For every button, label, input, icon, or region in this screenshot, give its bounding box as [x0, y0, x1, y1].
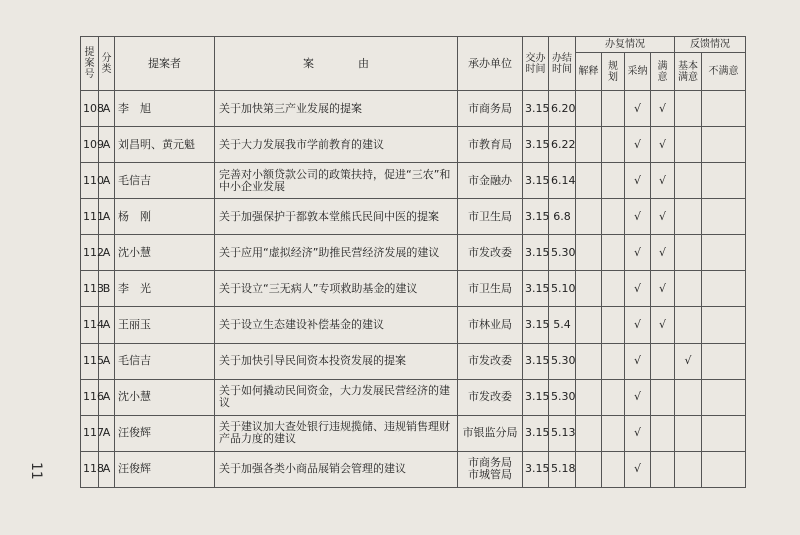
cell-id: 117 — [81, 415, 99, 451]
cell-reason: 完善对小额贷款公司的政策扶持，促进“三农”和中小企业发展 — [215, 163, 458, 199]
cell-unit: 市卫生局 — [458, 199, 523, 235]
cell-submit-time: 3.15 — [523, 199, 549, 235]
cell-done-time: 5.4 — [549, 307, 576, 343]
cell-reply-plan — [602, 451, 625, 487]
cell-id: 113 — [81, 271, 99, 307]
cell-reason: 关于设立“三无病人”专项救助基金的建议 — [215, 271, 458, 307]
table-row — [81, 163, 746, 199]
cell-done-time: 6.22 — [549, 127, 576, 163]
cell-id: 115 — [81, 343, 99, 379]
header-feedback-group: 反馈情况 — [675, 37, 746, 53]
cell-proposer: 李 旭 — [115, 91, 215, 127]
cell-reply-plan — [602, 235, 625, 271]
cell-id: 111 — [81, 199, 99, 235]
cell-done-time: 5.30 — [549, 379, 576, 415]
header-reply-group: 办复情况 — [576, 37, 675, 53]
cell-reply-plan — [602, 271, 625, 307]
header-class: 分类 — [99, 37, 115, 91]
cell-unit: 市卫生局 — [458, 271, 523, 307]
cell-done-time: 5.30 — [549, 343, 576, 379]
cell-reply-explain — [576, 235, 602, 271]
cell-feedback-basic — [675, 415, 702, 451]
cell-unit: 市银监分局 — [458, 415, 523, 451]
table-row — [81, 343, 746, 379]
cell-reply-adopt: √ — [625, 343, 651, 379]
cell-feedback-basic — [675, 91, 702, 127]
cell-feedback-unsatisfied — [702, 163, 746, 199]
cell-reply-adopt: √ — [625, 379, 651, 415]
cell-done-time: 6.8 — [549, 199, 576, 235]
cell-feedback-basic — [675, 379, 702, 415]
cell-reply-satisfied: √ — [651, 235, 675, 271]
cell-proposer: 沈小慧 — [115, 379, 215, 415]
cell-submit-time: 3.15 — [523, 379, 549, 415]
cell-reply-adopt: √ — [625, 271, 651, 307]
cell-class: A — [99, 163, 115, 199]
cell-reply-explain — [576, 307, 602, 343]
cell-reply-explain — [576, 271, 602, 307]
cell-class: A — [99, 415, 115, 451]
cell-reply-explain — [576, 415, 602, 451]
cell-feedback-unsatisfied — [702, 127, 746, 163]
cell-reason: 关于应用“虚拟经济”助推民营经济发展的建议 — [215, 235, 458, 271]
cell-feedback-basic — [675, 199, 702, 235]
header-reason: 案 由 — [215, 37, 458, 91]
cell-feedback-unsatisfied — [702, 235, 746, 271]
cell-feedback-unsatisfied — [702, 271, 746, 307]
cell-id: 109 — [81, 127, 99, 163]
table-row — [81, 379, 746, 415]
cell-feedback-basic — [675, 451, 702, 487]
page-number: 11 — [28, 462, 44, 480]
table-row — [81, 199, 746, 235]
cell-reply-plan — [602, 127, 625, 163]
cell-feedback-basic — [675, 271, 702, 307]
cell-reply-adopt: √ — [625, 307, 651, 343]
cell-reply-adopt: √ — [625, 91, 651, 127]
cell-feedback-unsatisfied — [702, 199, 746, 235]
cell-reply-adopt: √ — [625, 127, 651, 163]
cell-reply-satisfied — [651, 379, 675, 415]
header-id: 提案号 — [81, 37, 99, 91]
cell-reply-satisfied — [651, 343, 675, 379]
cell-unit: 市林业局 — [458, 307, 523, 343]
cell-reply-plan — [602, 379, 625, 415]
cell-reply-adopt: √ — [625, 415, 651, 451]
cell-class: A — [99, 307, 115, 343]
cell-reply-satisfied — [651, 451, 675, 487]
table-row — [81, 307, 746, 343]
cell-class: A — [99, 127, 115, 163]
cell-reply-satisfied — [651, 415, 675, 451]
cell-unit: 市发改委 — [458, 235, 523, 271]
cell-proposer: 杨 刚 — [115, 199, 215, 235]
cell-class: B — [99, 271, 115, 307]
cell-reason: 关于大力发展我市学前教育的建议 — [215, 127, 458, 163]
cell-feedback-unsatisfied — [702, 451, 746, 487]
cell-reason: 关于加强各类小商品展销会管理的建议 — [215, 451, 458, 487]
cell-submit-time: 3.15 — [523, 451, 549, 487]
header-reply-satisfied: 满意 — [651, 53, 675, 91]
cell-feedback-basic — [675, 163, 702, 199]
table-row — [81, 271, 746, 307]
cell-reply-plan — [602, 199, 625, 235]
cell-id: 116 — [81, 379, 99, 415]
cell-unit: 市发改委 — [458, 343, 523, 379]
cell-submit-time: 3.15 — [523, 91, 549, 127]
cell-reply-satisfied: √ — [651, 271, 675, 307]
cell-reason: 关于加强保护于都敦本堂熊氏民间中医的提案 — [215, 199, 458, 235]
cell-proposer: 王丽玉 — [115, 307, 215, 343]
cell-done-time: 5.18 — [549, 451, 576, 487]
cell-proposer: 汪俊辉 — [115, 451, 215, 487]
cell-id: 110 — [81, 163, 99, 199]
header-unit: 承办单位 — [458, 37, 523, 91]
header-reply-plan: 规划 — [602, 53, 625, 91]
cell-class: A — [99, 91, 115, 127]
cell-feedback-unsatisfied — [702, 343, 746, 379]
cell-id: 108 — [81, 91, 99, 127]
cell-reply-plan — [602, 343, 625, 379]
cell-reason: 关于加快第三产业发展的提案 — [215, 91, 458, 127]
cell-reply-adopt: √ — [625, 199, 651, 235]
cell-reply-satisfied: √ — [651, 163, 675, 199]
cell-reply-explain — [576, 91, 602, 127]
cell-submit-time: 3.15 — [523, 415, 549, 451]
table-row — [81, 127, 746, 163]
cell-class: A — [99, 379, 115, 415]
cell-done-time: 6.14 — [549, 163, 576, 199]
table-row — [81, 451, 746, 487]
cell-done-time: 5.13 — [549, 415, 576, 451]
cell-reply-satisfied: √ — [651, 127, 675, 163]
cell-feedback-basic: √ — [675, 343, 702, 379]
cell-id: 114 — [81, 307, 99, 343]
cell-reply-explain — [576, 199, 602, 235]
cell-submit-time: 3.15 — [523, 235, 549, 271]
cell-proposer: 刘昌明、黄元魁 — [115, 127, 215, 163]
header-done-time: 办结时间 — [549, 37, 576, 91]
cell-unit: 市发改委 — [458, 379, 523, 415]
cell-class: A — [99, 235, 115, 271]
cell-reason: 关于如何撬动民间资金，大力发展民营经济的建议 — [215, 379, 458, 415]
cell-reply-explain — [576, 163, 602, 199]
cell-class: A — [99, 343, 115, 379]
cell-proposer: 毛信吉 — [115, 163, 215, 199]
cell-reply-satisfied: √ — [651, 199, 675, 235]
cell-reason: 关于设立生态建设补偿基金的建议 — [215, 307, 458, 343]
cell-submit-time: 3.15 — [523, 163, 549, 199]
header-reply-adopt: 采纳 — [625, 53, 651, 91]
cell-reply-plan — [602, 307, 625, 343]
table-row — [81, 91, 746, 127]
cell-proposer: 沈小慧 — [115, 235, 215, 271]
cell-unit: 市商务局 — [458, 91, 523, 127]
cell-submit-time: 3.15 — [523, 343, 549, 379]
cell-feedback-basic — [675, 307, 702, 343]
table-row — [81, 415, 746, 451]
cell-reply-explain — [576, 451, 602, 487]
header-submit-time: 交办时间 — [523, 37, 549, 91]
cell-reply-explain — [576, 379, 602, 415]
cell-reply-adopt: √ — [625, 451, 651, 487]
cell-feedback-unsatisfied — [702, 415, 746, 451]
cell-reply-adopt: √ — [625, 235, 651, 271]
header-proposer: 提案者 — [115, 37, 215, 91]
cell-reply-satisfied: √ — [651, 91, 675, 127]
cell-reply-plan — [602, 91, 625, 127]
cell-unit: 市商务局 市城管局 — [458, 451, 523, 487]
cell-class: A — [99, 199, 115, 235]
cell-reply-explain — [576, 343, 602, 379]
header-feedback-basic: 基本满意 — [675, 53, 702, 91]
cell-reply-explain — [576, 127, 602, 163]
cell-unit: 市教育局 — [458, 127, 523, 163]
cell-reason: 关于加快引导民间资本投资发展的提案 — [215, 343, 458, 379]
cell-feedback-unsatisfied — [702, 91, 746, 127]
header-feedback-unsatisfied: 不满意 — [702, 53, 746, 91]
proposal-table — [80, 36, 746, 488]
cell-feedback-unsatisfied — [702, 307, 746, 343]
cell-unit: 市金融办 — [458, 163, 523, 199]
cell-submit-time: 3.15 — [523, 127, 549, 163]
cell-id: 112 — [81, 235, 99, 271]
cell-done-time: 5.30 — [549, 235, 576, 271]
cell-done-time: 5.10 — [549, 271, 576, 307]
cell-reason: 关于建议加大查处银行违规揽储、违规销售理财产品力度的建议 — [215, 415, 458, 451]
table-row — [81, 235, 746, 271]
cell-submit-time: 3.15 — [523, 307, 549, 343]
cell-reply-satisfied: √ — [651, 307, 675, 343]
header-reply-explain: 解释 — [576, 53, 602, 91]
cell-reply-adopt: √ — [625, 163, 651, 199]
cell-feedback-basic — [675, 235, 702, 271]
cell-feedback-unsatisfied — [702, 379, 746, 415]
cell-proposer: 李 光 — [115, 271, 215, 307]
cell-class: A — [99, 451, 115, 487]
cell-id: 118 — [81, 451, 99, 487]
cell-submit-time: 3.15 — [523, 271, 549, 307]
cell-reply-plan — [602, 415, 625, 451]
cell-feedback-basic — [675, 127, 702, 163]
cell-proposer: 毛信吉 — [115, 343, 215, 379]
cell-reply-plan — [602, 163, 625, 199]
cell-proposer: 汪俊辉 — [115, 415, 215, 451]
cell-done-time: 6.20 — [549, 91, 576, 127]
